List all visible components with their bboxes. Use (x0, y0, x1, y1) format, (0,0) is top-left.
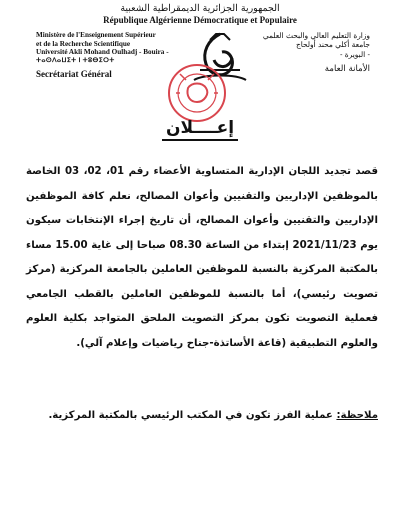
ministry-line-2: et de la Recherche Scientifique (36, 39, 131, 48)
note-label: ملاحظة: (336, 410, 378, 421)
republic-name-arabic: الجمهورية الجزائرية الديمقراطية الشعبية (120, 3, 280, 14)
university-name-french: Université Akli Mohand Oulhadj - Bouira - (36, 48, 169, 57)
republic-name-french: République Algérienne Démocratique et Populaire (103, 15, 297, 25)
university-name-tifinagh: ⵜⴰⵙⴷⴰⵡⵉⵜ ⵏ ⵜⵓⴱⵉⵔⵜ (36, 56, 115, 64)
announcement-title-text: إعــــلان (162, 118, 238, 141)
university-name-arabic: جامعة أكلي محند أولحاج (295, 40, 370, 50)
header-right-block (250, 31, 370, 75)
announcement-title (0, 118, 400, 138)
secretariat-arabic: الأمانة العامة (324, 64, 370, 75)
ministry-arabic: وزارة التعليم العالي والبحث العلمي (262, 31, 370, 40)
announcement-paragraph: قصد تجديد اللجان الإدارية المتساوية الأعضاء رقم 01، 02، 03 الخاصة بالموظفين الإداريين والتقنيين وأعوان المصالح، نعلم كافة الموظفين الإداريين والتقنيين وأعوان المصالح، أن تاريخ إجراء الإنتخابات سيكون يوم 2021/11/23 إبتداء من الساعة 08.30 صباحا إلى غاية 15.00 مساء بالمكتبة المركزية بالنسبة للموظفين العاملين بالجامعة المركزية (مركز تصويت رئيسي)، أما بالنسبة للموظفين العاملين بالقطب الجامعي فعملية التصويت تكون بمركز التصويت الملحق المتواجد بكلية العلوم والعلوم التطبيقية (قاعة الأساتذة-جناح رياضيات وإعلام آلي). (26, 166, 379, 349)
announcement-body (26, 160, 378, 356)
announcement-note (26, 410, 378, 421)
secretariat-french: Secrétariat Général (36, 69, 112, 80)
official-stamp-icon (166, 62, 228, 124)
header-left-block (36, 31, 171, 79)
note-text: عملية الفرز تكون في المكتب الرئيسي بالمكتبة المركزية. (48, 410, 333, 421)
ministry-line-1: Ministère de l'Enseignement Supérieur (36, 31, 156, 39)
city-arabic: - البويرة - (339, 49, 370, 59)
